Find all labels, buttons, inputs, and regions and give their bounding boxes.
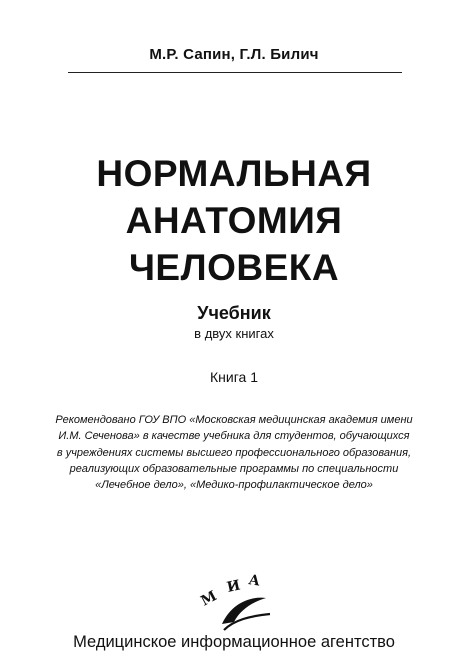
book-title-line-2: АНАТОМИЯ bbox=[125, 200, 343, 241]
recommendation-text bbox=[20, 412, 448, 493]
recommendation-line-1: Рекомендовано ГОУ ВПО «Московская медицинская академия имени bbox=[55, 414, 413, 426]
book-title-line-1: НОРМАЛЬНАЯ bbox=[96, 153, 372, 194]
recommendation-line-4: реализующих образовательные программы по специальности bbox=[69, 462, 399, 475]
logo-letter-2: И bbox=[225, 577, 242, 596]
logo-letter-1: М bbox=[198, 588, 220, 610]
publisher-logo bbox=[182, 564, 282, 634]
publisher-name: Медицинское информационное агентство bbox=[73, 633, 395, 651]
recommendation-line-5: «Лечебное дело», «Медико-профилактическое дело» bbox=[95, 479, 373, 492]
book-subtitle-detail: в двух книгах bbox=[194, 326, 274, 341]
logo-letter-3: А bbox=[247, 572, 261, 590]
recommendation-line-2: И.М. Сеченова» в качестве учебника для студентов, обучающихся bbox=[58, 430, 410, 443]
book-title-line-3: ЧЕЛОВЕКА bbox=[128, 247, 340, 288]
recommendation-line-3: в учреждениях системы высшего профессионального образования, bbox=[56, 446, 412, 459]
authors: М.Р. Сапин, Г.Л. Билич bbox=[149, 46, 319, 63]
authors-rule bbox=[68, 72, 402, 73]
book-number: Книга 1 bbox=[210, 369, 258, 385]
book-title bbox=[0, 150, 468, 291]
book-subtitle: Учебник bbox=[197, 303, 271, 323]
